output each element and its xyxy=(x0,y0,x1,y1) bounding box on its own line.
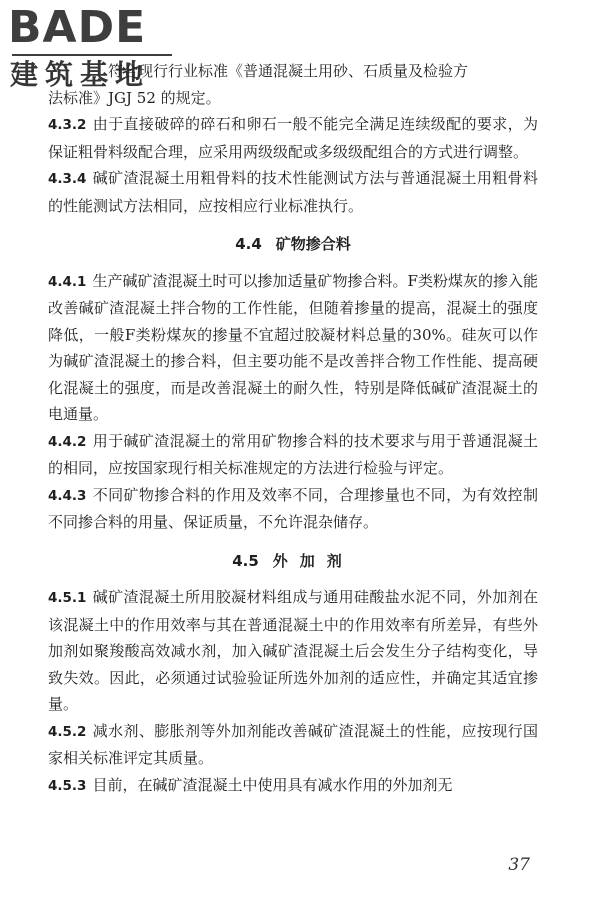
clause-number: 4.5.3 xyxy=(48,777,87,794)
intro-line-2: 法标准》JGJ 52 的规定。 xyxy=(48,88,221,107)
clause-number: 4.4.1 xyxy=(48,273,87,290)
clause-text: 目前，在碱矿渣混凝土中使用具有减水作用的外加剂无 xyxy=(92,775,453,794)
clause-text: 生产碱矿渣混凝土时可以掺加适量矿物掺合料。F类粉煤灰的掺入能改善碱矿渣混凝土拌合物的工作性能，但随着掺量的提高，混凝土的强度降低，一般F类粉煤灰的掺量不宜超过胶凝材料总量的30%。硅灰可以作为碱矿渣混凝土的掺合料，但主要功能不是改善拌合物工作性能、提高硬化混凝土的强度，而是改善混凝土的耐久性，特别是降低碱矿渣混凝土的电通量。 xyxy=(48,271,538,423)
clause-text: 用于碱矿渣混凝土的常用矿物掺合料的技术要求与用于普通混凝土的相同，应按国家现行相关标准规定的方法进行检验与评定。 xyxy=(48,431,538,477)
section-number: 4.5 xyxy=(232,551,259,570)
page-number: 37 xyxy=(508,855,530,875)
section-title: 矿物掺合料 xyxy=(275,235,351,253)
clause-number: 4.5.2 xyxy=(48,723,87,740)
clause-number: 4.3.2 xyxy=(48,117,87,133)
clause-text: 碱矿渣混凝土用粗骨料的技术性能测试方法与普通混凝土用粗骨料的性能测试方法相同，应按相应行业标准执行。 xyxy=(48,169,538,215)
section-number: 4.4 xyxy=(235,235,262,253)
clause-text: 碱矿渣混凝土所用胶凝材料组成与通用硅酸盐水泥不同，外加剂在该混凝土中的作用效率与其在普通混凝土中的作用效率有所差异，有些外加剂如聚羧酸高效减水剂，加入碱矿渣混凝土后会发生分子结构变化，导致失效。因此，必须通过试验验证所选外加剂的适应性，并确定其适宜掺量。 xyxy=(48,588,538,713)
document-body xyxy=(48,58,538,799)
clause-4-5-3 xyxy=(48,772,538,800)
logo-subtitle: 建筑基地 xyxy=(10,58,151,91)
section-heading-4-5 xyxy=(48,548,538,575)
clause-text: 减水剂、膨胀剂等外加剂能改善碱矿渣混凝土的性能，应按现行国家相关标准评定其质量。 xyxy=(48,721,538,767)
clause-4-4-1 xyxy=(48,268,538,428)
clause-4-3-2 xyxy=(48,111,538,165)
clause-text: 由于直接破碎的碎石和卵石一般不能完全满足连续级配的要求，为保证粗骨料级配合理，应采用两级级配或多级级配组合的方式进行调整。 xyxy=(48,115,538,161)
section-title: 外加剂 xyxy=(272,551,354,570)
clause-number: 4.4.3 xyxy=(48,487,87,504)
clause-4-4-3 xyxy=(48,482,538,536)
logo-text: BADE xyxy=(8,2,147,53)
section-heading-4-4 xyxy=(48,231,538,258)
clause-number: 4.4.2 xyxy=(48,433,87,450)
clause-text: 不同矿物掺合料的作用及效率不同，合理掺量也不同，为有效控制不同掺合料的用量、保证质量，不允许混杂储存。 xyxy=(48,485,538,531)
clause-4-5-1 xyxy=(48,584,538,718)
clause-4-5-2 xyxy=(48,718,538,772)
clause-number: 4.5.1 xyxy=(48,590,87,606)
clause-number: 4.3.4 xyxy=(48,171,87,187)
intro-line-1: 符合现行行业标准《普通混凝土用砂、石质量及检验方 xyxy=(108,62,469,80)
logo-divider xyxy=(12,54,172,56)
clause-4-4-2 xyxy=(48,428,538,482)
clause-4-3-4 xyxy=(48,165,538,219)
